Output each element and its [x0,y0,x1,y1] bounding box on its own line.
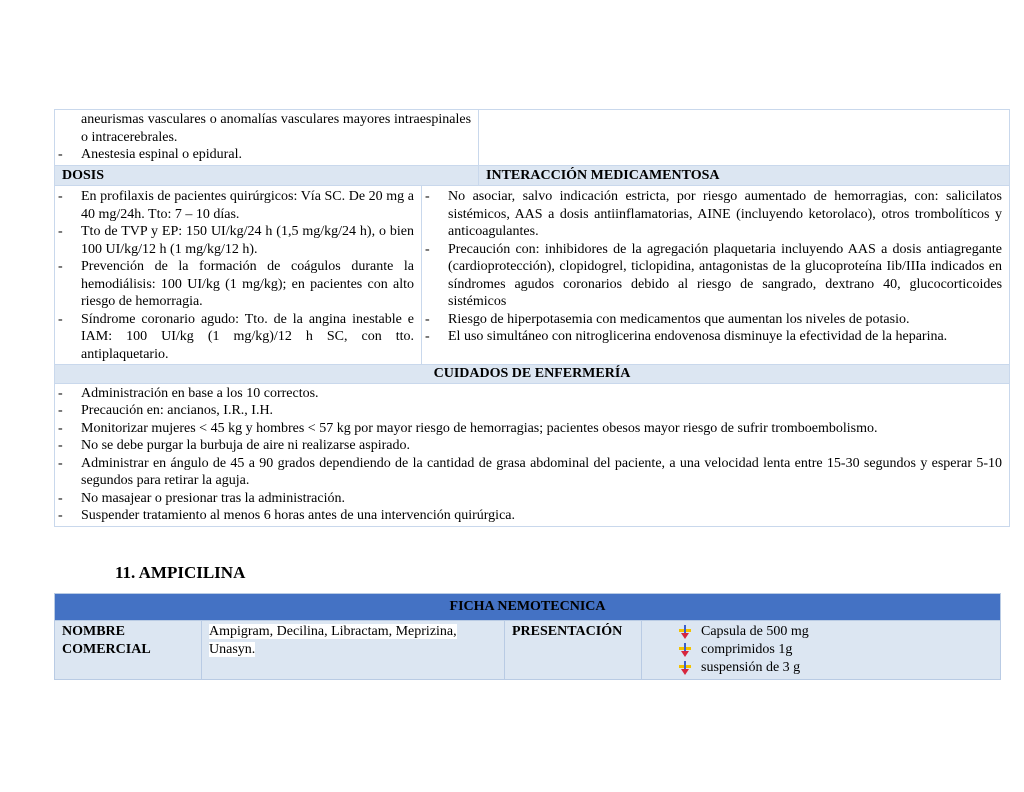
ficha-header: FICHA NEMOTECNICA [55,594,1001,621]
list-item: - Riesgo de hiperpotasemia con medicamentos que aumentan los niveles de potasio. [422,311,1002,329]
down-arrow-bullet-icon [679,661,691,675]
list-item: - Anestesia espinal o epidural. [55,146,471,164]
list-item: - Monitorizar mujeres < 45 kg y hombres < 57 kg por mayor riesgo de hemorragias; pacientes obesos mayor riesgo de sufrir tromboembolismo. [55,420,1002,438]
section-title: 11. AMPICILINA [115,563,246,582]
cuidados-header: CUIDADOS DE ENFERMERÍA [55,365,1010,384]
list-item: aneurismas vasculares o anomalías vasculares mayores intraespinales o intracerebrales. [81,112,472,145]
list-item: - No asociar, salvo indicación estricta, por riesgo aumentado de hemorragias, con: salicilatos sistémicos, AAS a dosis antiinflamatorias, AINE (incluyendo ketorolaco), otros trombolíticos y anticoagulantes. [422,188,1002,241]
list-item: - Precaución con: inhibidores de la agregación plaquetaria incluyendo AAS a dosis antiagregante (cardioprotección), clopidogrel, ticlopidina, antagonistas de la glucoproteína Iib/IIIa indicados en síndromes agudos coronarios debido al riesgo de sangrado, dextrano 40, glucocorticoides sistémicos [422,241,1002,311]
empty-cell [479,110,1010,166]
interaccion-header: INTERACCIÓN MEDICAMENTOSA [479,165,1010,186]
dosis-cell [55,186,422,365]
nombre-comercial-value: Ampigram, Decilina, Libractam, Meprizina, Unasyn. [209,624,457,657]
dosis-header: DOSIS [55,165,479,186]
cuidados-cell [55,383,1010,526]
contraindications-continuation-cell [55,110,479,166]
presentacion-label: PRESENTACIÓN [505,621,642,680]
nombre-comercial-value-cell [202,621,505,680]
list-item: - No se debe purgar la burbuja de aire ni realizarse aspirado. [55,437,1002,455]
ficha-nemotecnica-table [54,593,1001,680]
list-item: - Suspender tratamiento al menos 6 horas antes de una intervención quirúrgica. [55,507,1002,525]
list-item: - Prevención de la formación de coágulos durante la hemodiálisis: 100 UI/kg (1 mg/kg); en pacientes con alto riesgo de hemorragia. [55,258,414,311]
interaccion-cell [422,186,1010,365]
presentacion-cell [642,621,1001,680]
list-item: - Administrar en ángulo de 45 a 90 grados dependiendo de la cantidad de grasa abdominal del paciente, a una velocidad lenta entre 15-30 segundos y esperar 5-10 segundos para retirar la aguja. [55,455,1002,490]
list-item: - No masajear o presionar tras la administración. [55,490,1002,508]
list-item: - Precaución en: ancianos, I.R., I.H. [55,402,1002,420]
drug-info-table [54,109,1010,527]
list-item [677,623,993,641]
list-item [677,641,993,659]
list-item: - Administración en base a los 10 correctos. [55,385,1002,403]
list-item: - Síndrome coronario agudo: Tto. de la angina inestable e IAM: 100 UI/kg (1 mg/kg)/12 h SC, con tto. antiplaquetario. [55,311,414,364]
list-item: - Tto de TVP y EP: 150 UI/kg/24 h (1,5 mg/kg/24 h), o bien 100 UI/kg/12 h (1 mg/kg/12 h). [55,223,414,258]
presentacion-item: suspensión de 3 g [701,660,801,675]
nombre-comercial-label: NOMBRE COMERCIAL [55,621,202,680]
list-item: - En profilaxis de pacientes quirúrgicos: Vía SC. De 20 mg a 40 mg/24h. Tto: 7 – 10 días. [55,188,414,223]
down-arrow-bullet-icon [679,625,691,639]
down-arrow-bullet-icon [679,643,691,657]
presentacion-item: Capsula de 500 mg [701,624,809,639]
presentacion-item: comprimidos 1g [701,642,793,657]
list-item: - El uso simultáneo con nitroglicerina endovenosa disminuye la efectividad de la heparina. [422,328,1002,346]
list-item [677,659,993,677]
